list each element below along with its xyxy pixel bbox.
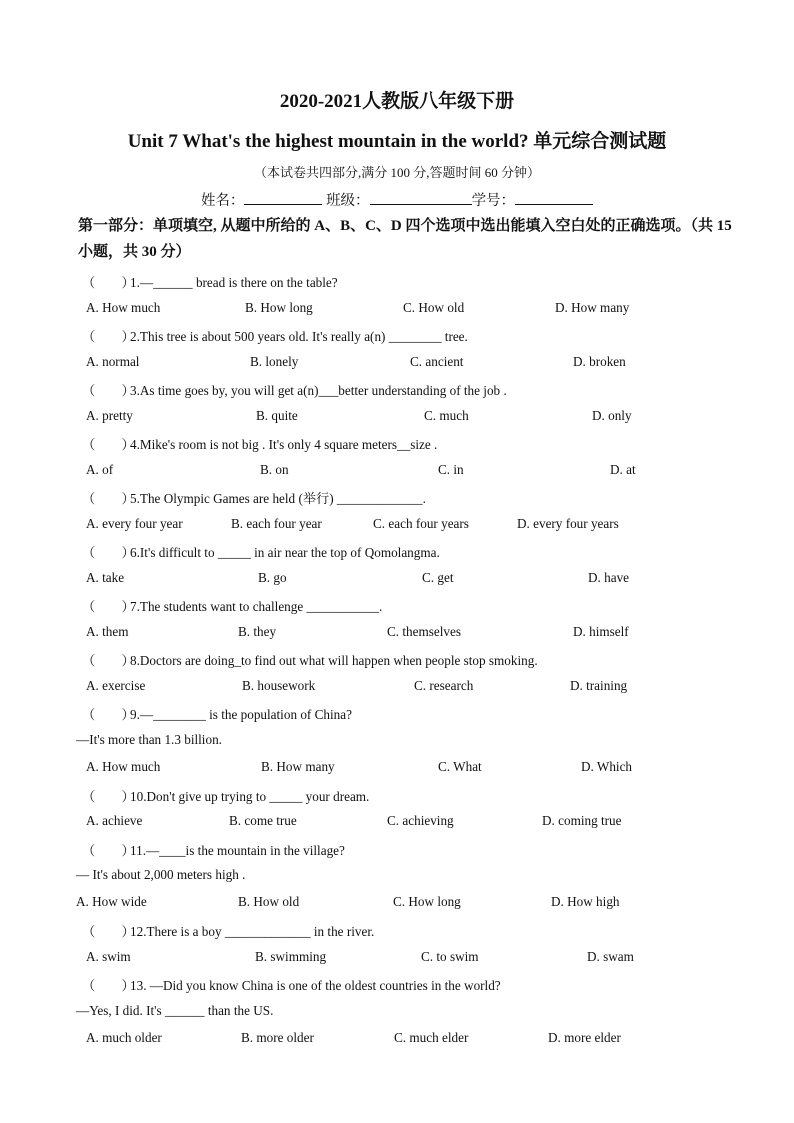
class-label: 班级： xyxy=(326,193,370,209)
option-a: A. much older xyxy=(86,1030,162,1045)
option-d: D. coming true xyxy=(542,813,622,828)
question-text: 6.It's difficult to _____ in air near the top of Qomolangma. xyxy=(130,545,440,560)
question-3 xyxy=(82,380,507,399)
option-a: A. swim xyxy=(86,949,131,964)
option-d: D. Which xyxy=(581,759,633,774)
question-text: 2.This tree is about 500 years old. It's really a(n) ________ tree. xyxy=(130,329,468,344)
option-c: C. What xyxy=(438,759,482,774)
option-b: B. they xyxy=(238,624,277,639)
answer-paren[interactable]: （ ） xyxy=(82,843,135,858)
question-6 xyxy=(82,542,440,561)
question-12 xyxy=(82,921,374,940)
question-text: 7.The students want to challenge ___________. xyxy=(130,599,383,614)
id-blank xyxy=(515,190,593,205)
question-7 xyxy=(82,596,382,615)
question-8 xyxy=(82,650,538,669)
exam-subtitle: Unit 7 What's the highest mountain in the world? 单元综合测试题 xyxy=(127,131,667,152)
option-b: B. lonely xyxy=(250,354,299,369)
question-11 xyxy=(82,840,345,859)
question-text: 10.Don't give up trying to _____ your dream. xyxy=(130,789,370,804)
option-d: D. only xyxy=(592,408,632,423)
answer-paren[interactable]: （ ） xyxy=(82,707,135,722)
option-c: C. in xyxy=(438,462,464,477)
option-c: C. get xyxy=(422,570,454,585)
answer-paren[interactable]: （ ） xyxy=(82,275,135,290)
option-d: D. How many xyxy=(555,300,630,315)
exam-title: 2020-2021人教版八年级下册 xyxy=(279,91,515,112)
option-d: D. more elder xyxy=(548,1030,621,1045)
option-a: A. achieve xyxy=(86,813,143,828)
name-blank xyxy=(244,190,322,205)
question-1 xyxy=(82,272,338,291)
question-text: 8.Doctors are doing_to find out what will happen when people stop smoking. xyxy=(130,653,538,668)
question-text: 12.There is a boy _____________ in the river. xyxy=(130,924,375,939)
option-a: A. of xyxy=(86,462,114,477)
question-2 xyxy=(82,326,468,345)
option-a: A. pretty xyxy=(86,408,133,423)
option-c: C. How long xyxy=(393,894,461,909)
option-b: B. How old xyxy=(238,894,300,909)
question-dialogue-line: —It's more than 1.3 billion. xyxy=(76,732,222,747)
option-a: A. every four year xyxy=(86,516,183,531)
answer-paren[interactable]: （ ） xyxy=(82,978,135,993)
option-c: C. much elder xyxy=(394,1030,469,1045)
question-4 xyxy=(82,434,437,453)
option-b: B. housework xyxy=(242,678,316,693)
option-d: D. at xyxy=(610,462,636,477)
answer-paren[interactable]: （ ） xyxy=(82,491,135,506)
question-text: 13. —Did you know China is one of the oldest countries in the world? xyxy=(130,978,501,993)
option-c: C. each four years xyxy=(373,516,469,531)
option-c: C. achieving xyxy=(387,813,454,828)
option-a: A. exercise xyxy=(86,678,146,693)
answer-paren[interactable]: （ ） xyxy=(82,437,135,452)
question-text: 3.As time goes by, you will get a(n)___better understanding of the job . xyxy=(130,383,507,398)
option-d: D. himself xyxy=(573,624,629,639)
option-d: D. training xyxy=(570,678,628,693)
option-c: C. ancient xyxy=(410,354,464,369)
class-blank xyxy=(370,190,472,205)
exam-note: （本试卷共四部分,满分 100 分,答题时间 60 分钟） xyxy=(253,165,540,180)
question-dialogue-line: —Yes, I did. It's ______ than the US. xyxy=(76,1003,274,1018)
option-a: A. take xyxy=(86,570,125,585)
option-c: C. themselves xyxy=(387,624,461,639)
option-b: B. each four year xyxy=(231,516,322,531)
question-dialogue-line: — It's about 2,000 meters high . xyxy=(76,867,246,882)
option-b: B. come true xyxy=(229,813,297,828)
option-a: A. them xyxy=(86,624,129,639)
option-d: D. every four years xyxy=(517,516,619,531)
question-text: 9.—________ is the population of China? xyxy=(130,707,352,722)
option-b: B. How many xyxy=(261,759,335,774)
option-d: D. have xyxy=(588,570,630,585)
id-label: 学号： xyxy=(471,193,516,209)
answer-paren[interactable]: （ ） xyxy=(82,653,135,668)
option-a: A. normal xyxy=(86,354,140,369)
option-b: B. on xyxy=(260,462,289,477)
option-c: C. research xyxy=(414,678,474,693)
answer-paren[interactable]: （ ） xyxy=(82,599,135,614)
part1-heading: 第一部分：单项填空, 从题中所给的 A、B、C、D 四个选项中选出能填入空白处的正确选项。（共 15 小题，共 30 分） xyxy=(78,218,732,260)
answer-paren[interactable]: （ ） xyxy=(82,789,135,804)
option-b: B. swimming xyxy=(255,949,327,964)
question-text: 1.—______ bread is there on the table? xyxy=(130,275,338,290)
answer-paren[interactable]: （ ） xyxy=(82,924,135,939)
option-c: C. to swim xyxy=(421,949,479,964)
question-text: 5.The Olympic Games are held (举行) _____________. xyxy=(130,491,426,506)
option-d: D. broken xyxy=(573,354,626,369)
option-b: B. quite xyxy=(256,408,298,423)
student-info-line xyxy=(0,189,794,210)
answer-paren[interactable]: （ ） xyxy=(82,545,135,560)
question-13 xyxy=(82,975,501,994)
option-a: A. How much xyxy=(86,759,161,774)
option-b: B. go xyxy=(258,570,287,585)
question-10 xyxy=(82,786,369,805)
question-9 xyxy=(82,704,352,723)
answer-paren[interactable]: （ ） xyxy=(82,329,135,344)
question-5 xyxy=(82,488,426,507)
option-c: C. How old xyxy=(403,300,465,315)
question-text: 4.Mike's room is not big . It's only 4 square meters__size . xyxy=(130,437,438,452)
option-d: D. How high xyxy=(551,894,620,909)
option-d: D. swam xyxy=(587,949,634,964)
option-c: C. much xyxy=(424,408,469,423)
option-a: A. How wide xyxy=(76,894,147,909)
option-b: B. more older xyxy=(241,1030,314,1045)
answer-paren[interactable]: （ ） xyxy=(82,383,135,398)
option-a: A. How much xyxy=(86,300,161,315)
question-text: 11.—____is the mountain in the village? xyxy=(130,843,345,858)
name-label: 姓名： xyxy=(200,193,245,209)
option-b: B. How long xyxy=(245,300,313,315)
